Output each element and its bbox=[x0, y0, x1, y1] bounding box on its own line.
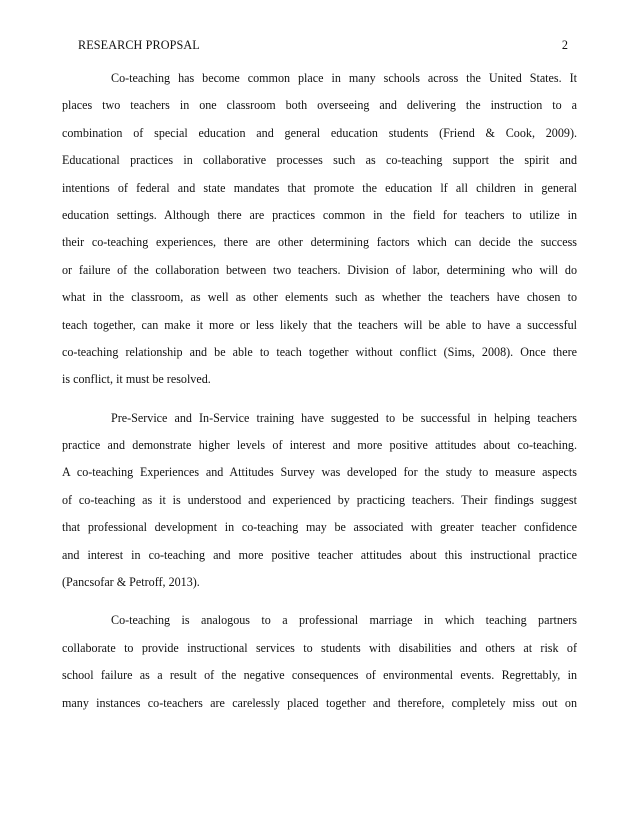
paragraph-line: of co-teaching as it is understood and experienced by practicing teachers. Their findings suggest bbox=[62, 492, 577, 507]
paragraph-spacer bbox=[62, 398, 577, 409]
paragraph-line: Pre-Service and In-Service training have suggested to be successful in helping teachers bbox=[111, 410, 577, 425]
paragraph-3 bbox=[62, 611, 577, 721]
paragraph-line: Educational practices in collaborative processes such as co-teaching support the spirit and bbox=[62, 153, 577, 168]
body-text bbox=[62, 69, 577, 721]
paragraph-line: is conflict, it must be resolved. bbox=[62, 372, 211, 387]
paragraph-line: and interest in co-teaching and more positive teacher attitudes about this instructional practice bbox=[62, 547, 577, 562]
paragraph-line: their co-teaching experiences, there are other determining factors which can decide the success bbox=[62, 235, 577, 250]
paragraph-line: (Pancsofar & Petroff, 2013). bbox=[62, 575, 200, 590]
paragraph-line: Co-teaching has become common place in many schools across the United States. It bbox=[111, 71, 577, 85]
page-number: 2 bbox=[561, 38, 568, 52]
paragraph-line: or failure of the collaboration between two teachers. Division of labor, determining who will do bbox=[62, 262, 577, 277]
paragraph-line: what in the classroom, as well as other elements such as whether the teachers have chosen to bbox=[62, 290, 577, 305]
paragraph-line: intentions of federal and state mandates that promote the education lf all children in general bbox=[62, 180, 577, 195]
paragraph-line: practice and demonstrate higher levels of interest and more positive attitudes about co-teaching. bbox=[62, 438, 577, 453]
paragraph-line: co-teaching relationship and be able to teach together without conflict (Sims, 2008). Once there bbox=[62, 344, 577, 359]
paragraph-line: teach together, can make it more or less likely that the teachers will be able to have a successful bbox=[62, 317, 577, 332]
paragraph-line: places two teachers in one classroom both overseeing and delivering the instruction to a bbox=[62, 98, 577, 113]
page-header bbox=[78, 36, 568, 54]
paragraph-line: A co-teaching Experiences and Attitudes Survey was developed for the study to measure aspects bbox=[62, 465, 577, 480]
paragraph-line: Co-teaching is analogous to a professional marriage in which teaching partners bbox=[111, 613, 577, 628]
paragraph-2 bbox=[62, 409, 577, 601]
paragraph-line: many instances co-teachers are carelessly placed together and therefore, completely miss out on bbox=[62, 695, 577, 710]
paragraph-line: education settings. Although there are practices common in the field for teachers to utilize in bbox=[62, 207, 577, 222]
paragraph-1 bbox=[62, 69, 577, 398]
paragraph-line: combination of special education and general education students (Friend & Cook, 2009). bbox=[62, 125, 577, 140]
paragraph-spacer bbox=[62, 600, 577, 611]
running-head: RESEARCH PROPSAL bbox=[78, 38, 200, 52]
paragraph-line: collaborate to provide instructional services to students with disabilities and others at risk of bbox=[62, 640, 577, 655]
paragraph-line: that professional development in co-teaching may be associated with greater teacher confidence bbox=[62, 520, 577, 535]
paragraph-line: school failure as a result of the negative consequences of environmental events. Regrettably, in bbox=[62, 668, 577, 683]
